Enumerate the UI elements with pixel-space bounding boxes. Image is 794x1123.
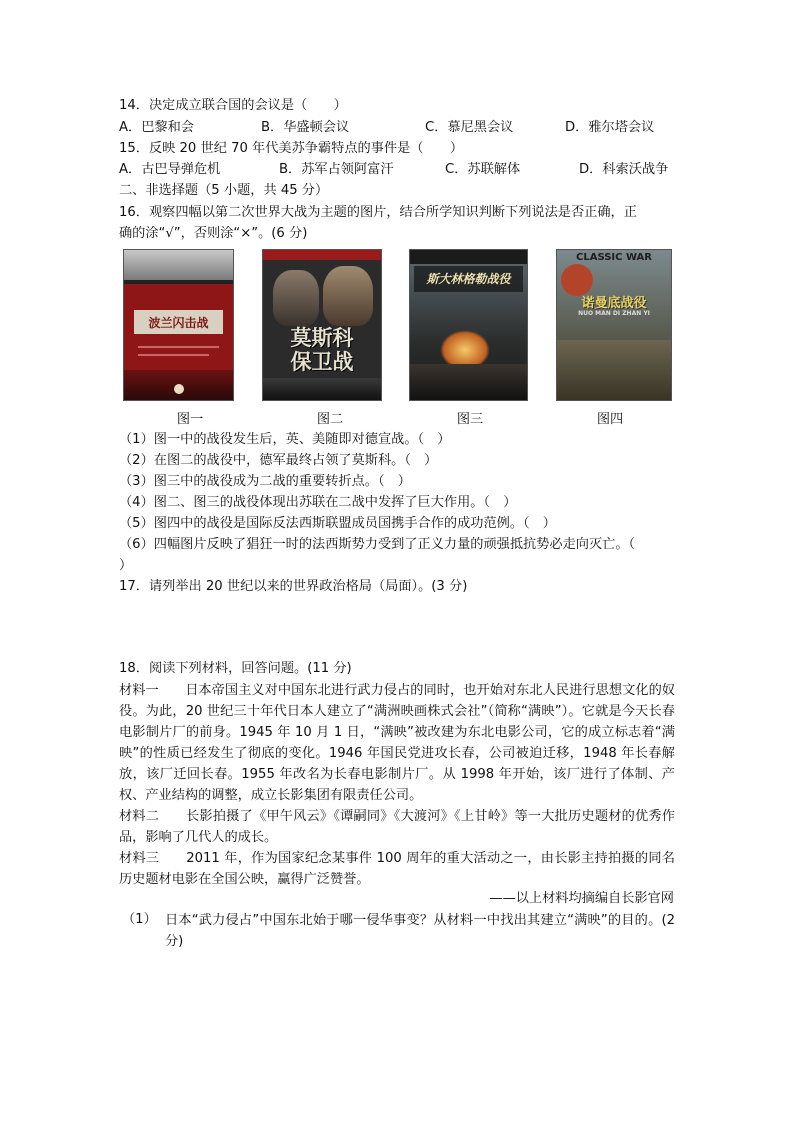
q14-option-b: B．华盛顿会议 (261, 120, 350, 135)
poster-1-caption: 图一 (176, 412, 204, 427)
q18-material-2: 材料二 长影拍摄了《甲午风云》《谭嗣同》《大渡河》《上甘岭》等一大批历史题材的优秀作品，影响了几代人的成长。 (119, 809, 675, 845)
q14-options (119, 118, 679, 138)
poster-4-caption: 图四 (596, 412, 624, 427)
q18-sub1-text: 日本“武力侵占”中国东北始于哪一侵华事变？从材料一中找出其建立“满映”的目的。(2 分) (165, 913, 675, 949)
q17-stem: 17．请列举出 20 世纪以来的世界政治格局（局面）。(3 分) (119, 579, 468, 594)
q16-statement-2: （2）在图二的战役中，德军最终占领了莫斯科。（ ） (119, 453, 438, 468)
q14-stem: 14．决定成立联合国的会议是（ ） (119, 98, 347, 113)
q16-statement-6-end: ） (119, 558, 133, 573)
q16-statement-3: （3）图三中的战役成为二战的重要转折点。（ ） (119, 474, 411, 489)
q18-material-1: 材料一 日本帝国主义对中国东北进行武力侵占的同时，也开始对东北人民进行思想文化的奴役。为此，20 世纪三十年代日本人建立了“满洲映画株式会社”（简称“满映”）。它就是今天长春电影制片厂的前身。1945 年 10 月 1 日，“满映”被改建为东北电影公司，它的成立标志着“满映”的性质已经发生了彻底的变化。1946 年国民党进攻长春，公司被迫迁移，1948 年长春解放，该厂迁回长春。1955 年改名为长春电影制片厂。从 1998 年开始，该厂进行了体制、产权、产业结构的调整，成立长影集团有限责任公司。 (119, 683, 675, 803)
poster-1-image (123, 249, 234, 401)
q14-option-c: C．慕尼黑会议 (425, 120, 514, 135)
poster-1-title: 波兰闪击战 (148, 316, 209, 330)
q16-statement-1: （1）图一中的战役发生后，英、美随即对德宣战。（ ） (119, 432, 451, 447)
q18-material-3: 材料三 2011 年，作为国家纪念某事件 100 周年的重大活动之一，由长影主持拍摄的同名历史题材电影在全国公映，赢得广泛赞誉。 (119, 851, 675, 887)
q15-stem: 15．反映 20 世纪 70 年代美苏争霸特点的事件是（ ） (119, 141, 464, 156)
q16-statement-5: （5）图四中的战役是国际反法西斯联盟成员国携手合作的成功范例。（ ） (119, 516, 556, 531)
poster-3-title: 斯大林格勒战役 (426, 272, 511, 286)
poster-4-banner: CLASSIC WAR (576, 252, 652, 263)
q16-statement-4: （4）图二、图三的战役体现出苏联在二战中发挥了巨大作用。（ ） (119, 495, 517, 510)
q16-statement-6: （6）四幅图片反映了猖狂一时的法西斯势力受到了正义力量的顽强抵抗势必走向灭亡。（ (119, 537, 636, 552)
poster-4-subtitle: NUO MAN DI ZHAN YI (578, 310, 650, 317)
q15-options (119, 160, 679, 180)
q15-option-a: A．古巴导弹危机 (119, 162, 221, 177)
poster-4-image (556, 249, 672, 401)
q18-sub1-number: （1） (122, 912, 157, 927)
section-heading: 二、非选择题（5 小题，共 45 分） (119, 183, 329, 198)
q15-option-d: D．科索沃战争 (579, 162, 669, 177)
q16-stem-line1: 16．观察四幅以第二次世界大战为主题的图片，结合所学知识判断下列说法是否正确，正 (119, 205, 637, 220)
q14-option-a: A．巴黎和会 (119, 120, 194, 135)
q16-stem-line2: 确的涂“√”，否则涂“×”。(6 分) (119, 226, 308, 241)
q18-stem: 18．阅读下列材料，回答问题。(11 分) (119, 661, 352, 676)
poster-2-title-line2: 保卫战 (290, 350, 354, 374)
q15-option-c: C．苏联解体 (445, 162, 521, 177)
q18-source: ——以上材料均摘编自长影官网 (489, 891, 674, 906)
poster-2-caption: 图二 (316, 412, 344, 427)
poster-4-title: 诺曼底战役 (581, 296, 647, 311)
q14-option-d: D．雅尔塔会议 (565, 120, 655, 135)
poster-2-title-line1: 莫斯科 (290, 326, 354, 350)
q15-option-b: B．苏军占领阿富汗 (279, 162, 394, 177)
poster-3-image (409, 249, 528, 401)
poster-2-image (262, 249, 382, 401)
poster-3-caption: 图三 (456, 412, 484, 427)
